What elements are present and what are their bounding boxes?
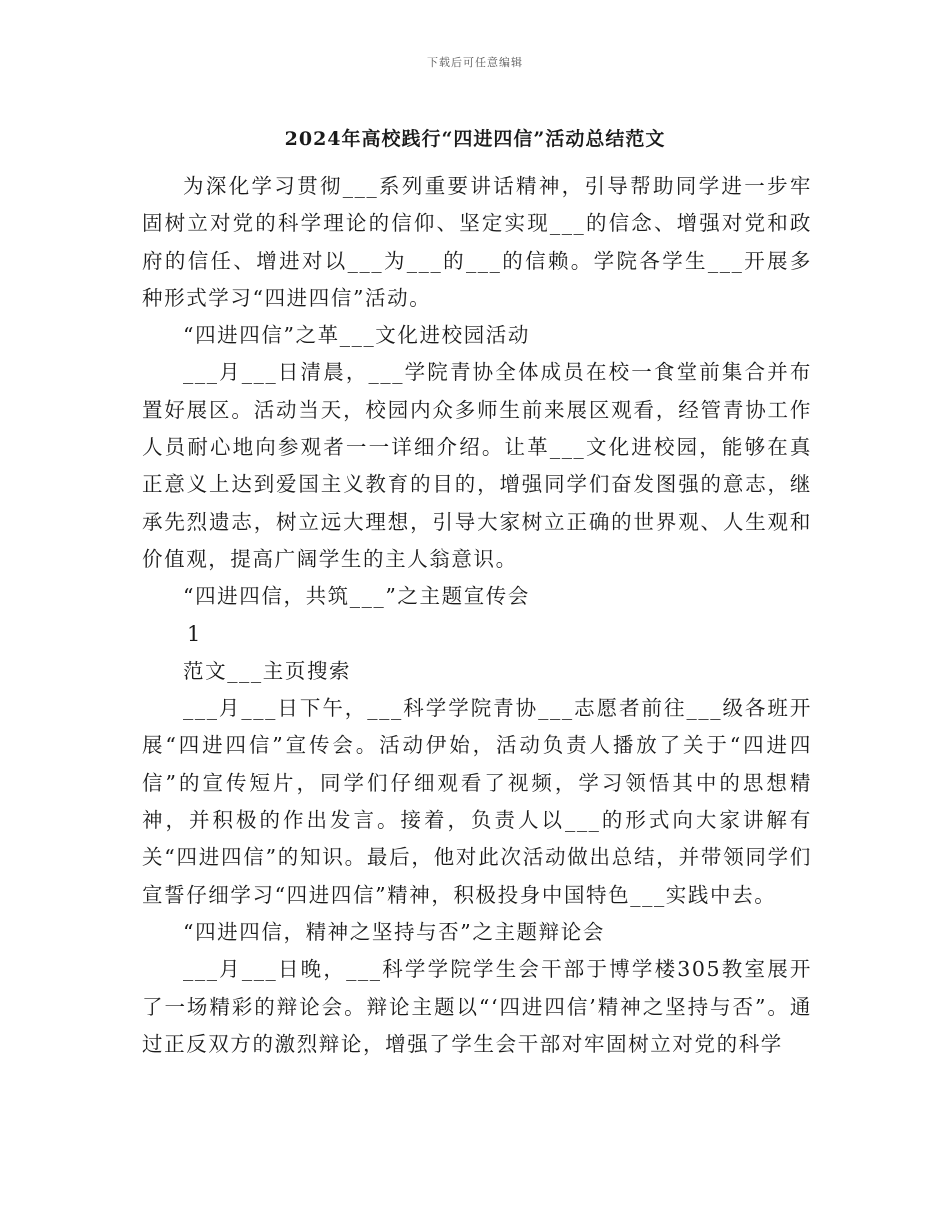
header-note: 下载后可任意编辑 (427, 56, 523, 69)
section-heading-debate: “四进四信，精神之坚持与否”之主题辩论会 (183, 919, 605, 944)
page-number: 1 (187, 621, 201, 646)
paragraph-publicity-activity: ___月___日下午，___科学学院青协___志愿者前往___级各班开展“四进四信”宣传会。活动伊始，活动负责人播放了关于“四进四信”的宣传短片，同学们仔细观看了视频，学习领悟其中的思想精神，并积极的作出发言。接着，负责人以___的形式向大家讲解有关“四进四信”的知识。最后，他对此次活动做出总结，并带领同学们宣誓仔细学习“四进四信”精神，积极投身中国特色___实践中去。 (142, 696, 812, 907)
paragraph-debate-activity: ___月___日晚，___科学学院学生会干部于博学楼305教室展开了一场精彩的辩论会。辩论主题以“‘四进四信’精神之坚持与否”。通过正反双方的激烈辩论，增强了学生会干部对牢固树立对党的科学 (142, 957, 812, 1056)
paragraph-culture-activity: ___月___日清晨，___学院青协全体成员在校一食堂前集合并布置好展区。活动当天，校园内众多师生前来展区观看，经管青协工作人员耐心地向参观者一一详细介绍。让革___文化进校园，能够在真正意义上达到爱国主义教育的目的，增强同学们奋发图强的意志，继承先烈遗志，树立远大理想，引导大家树立正确的世界观、人生观和价值观，提高广阔学生的主人翁意识。 (142, 360, 812, 571)
section-heading-culture: “四进四信”之革___文化进校园活动 (183, 323, 531, 348)
paragraph-intro: 为深化学习贯彻___系列重要讲话精神，引导帮助同学进一步牢固树立对党的科学理论的信仰、坚定实现___的信念、增强对党和政府的信任、增进对以___为___的___的信赖。学院各学生___开展多种形式学习“四进四信”活动。 (142, 174, 812, 310)
document-title: 2024年高校践行“四进四信”活动总结范文 (284, 128, 666, 150)
paragraph-search-note: 范文___主页搜索 (183, 658, 352, 683)
section-heading-publicity: “四进四信，共筑___”之主题宣传会 (183, 584, 531, 609)
document-body (142, 168, 812, 1063)
